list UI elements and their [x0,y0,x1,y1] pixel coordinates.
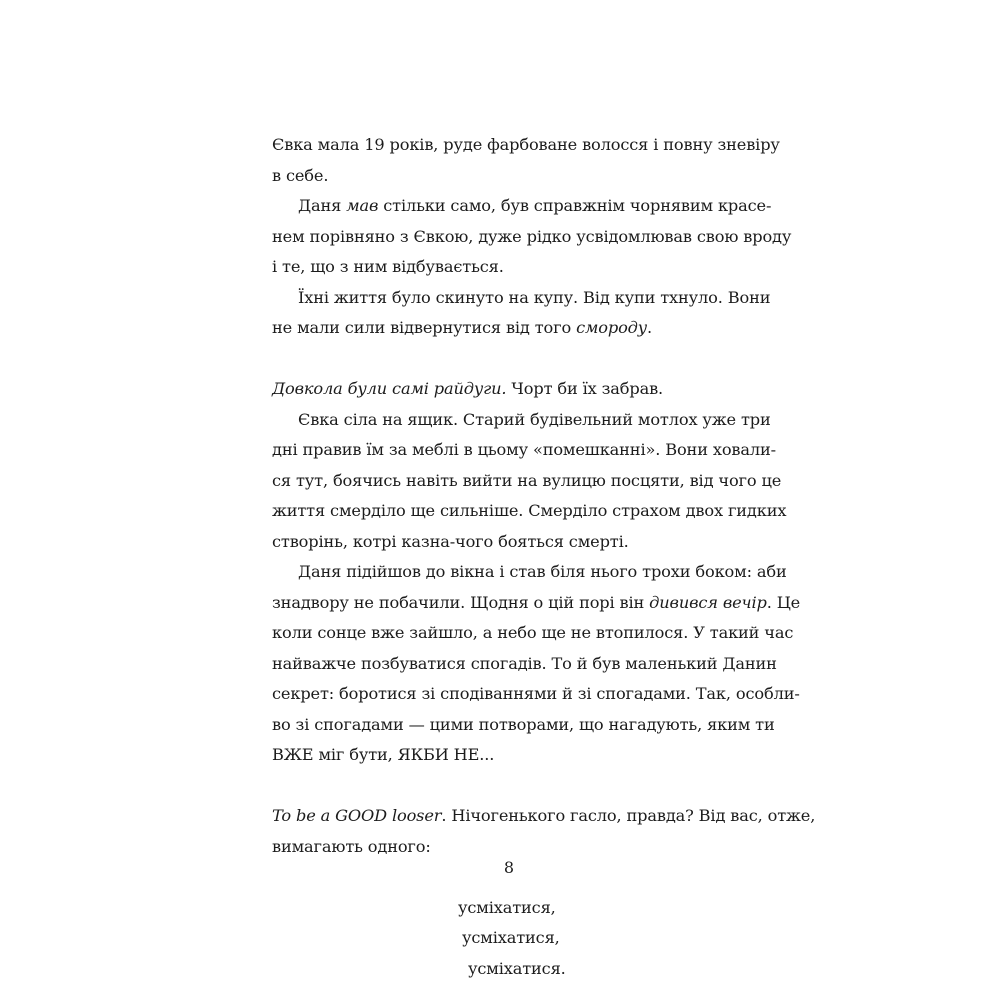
paragraph [272,191,792,283]
paragraph [272,801,816,862]
verse-line: усміхатися, [458,897,556,917]
text-line: дні правив їм за меблі в цьому «помешканні». Вони ховали- [272,440,776,459]
text-line: секрет: боротися зі сподіваннями й зі спогадами. Так, особли- [272,684,800,703]
text-line: життя смерділо ще сильніше. Смерділо страхом двох гидких [272,501,787,520]
text-line: коли сонце вже зайшло, а небо ще не втопилося. У такий час [272,623,794,642]
text-line: Євка сіла на ящик. Старий будівельний мотлох уже три [298,409,771,429]
italic-fragment: мав [346,196,379,215]
text-line: ся тут, боячись навіть вийти на вулицю посцяти, від чого це [272,470,782,490]
text-line: в себе. [272,165,329,185]
italic-fragment: To be a GOOD looser [272,806,442,825]
text-line [272,313,746,344]
text-line: Євка мала 19 років, руде фарбоване волосся і повну зневіру [272,135,780,154]
text-fragment: стільки само, був справжнім чорнявим красе- [378,196,772,215]
italic-fragment: Довкола були самі райдуги. [272,379,507,398]
verse-block [272,893,746,985]
paragraph-gap [272,344,746,375]
text-line: Їхні життя було скинуто на купу. Від купи тхнуло. Вони [298,287,771,307]
paragraph [272,130,780,191]
text-line [272,588,801,619]
book-page-text [272,130,816,984]
text-line: Даня підійшов до вікна і став біля нього трохи боком: аби [298,562,787,581]
verse-line: усміхатися, [462,928,560,947]
text-line: і те, що з ним відбувається. [272,257,504,276]
text-fragment: Чорт би їх забрав. [506,379,664,398]
text-fragment: . Нічогенького гасло, правда? Від вас, отже, [441,806,816,825]
paragraph [272,283,771,344]
paragraph [272,405,787,558]
text-line: нем порівняно з Євкою, дуже рідко усвідомлював свою вроду [272,226,792,246]
page-number: 8 [503,858,515,877]
paragraph [272,557,801,771]
text-line: во зі спогадами — цими потворами, що нагадують, яким ти [272,714,775,734]
paragraph-gap [272,771,746,802]
text-line: ВЖЕ міг бути, ЯКБИ НЕ... [272,745,495,764]
text-fragment: . [647,318,653,337]
text-fragment: . Це [766,592,801,612]
text-fragment: знадвору не побачили. Щодня о цій порі він [272,592,650,612]
italic-fragment: дивився вечір [649,592,767,612]
text-line: найважче позбуватися спогадів. То й був маленький Данин [272,653,777,673]
text-line [272,801,816,832]
text-line: створінь, котрі казна-чого бояться смерті. [272,531,629,551]
text-line: вимагають одного: [272,836,431,856]
italic-fragment: смороду [576,318,648,337]
verse-line: усміхатися. [468,958,566,978]
text-line [272,191,772,222]
text-fragment: не мали сили відвернутися від того [272,318,577,337]
paragraph [272,374,746,405]
text-line [272,374,746,405]
text-fragment: Даня [298,196,347,215]
